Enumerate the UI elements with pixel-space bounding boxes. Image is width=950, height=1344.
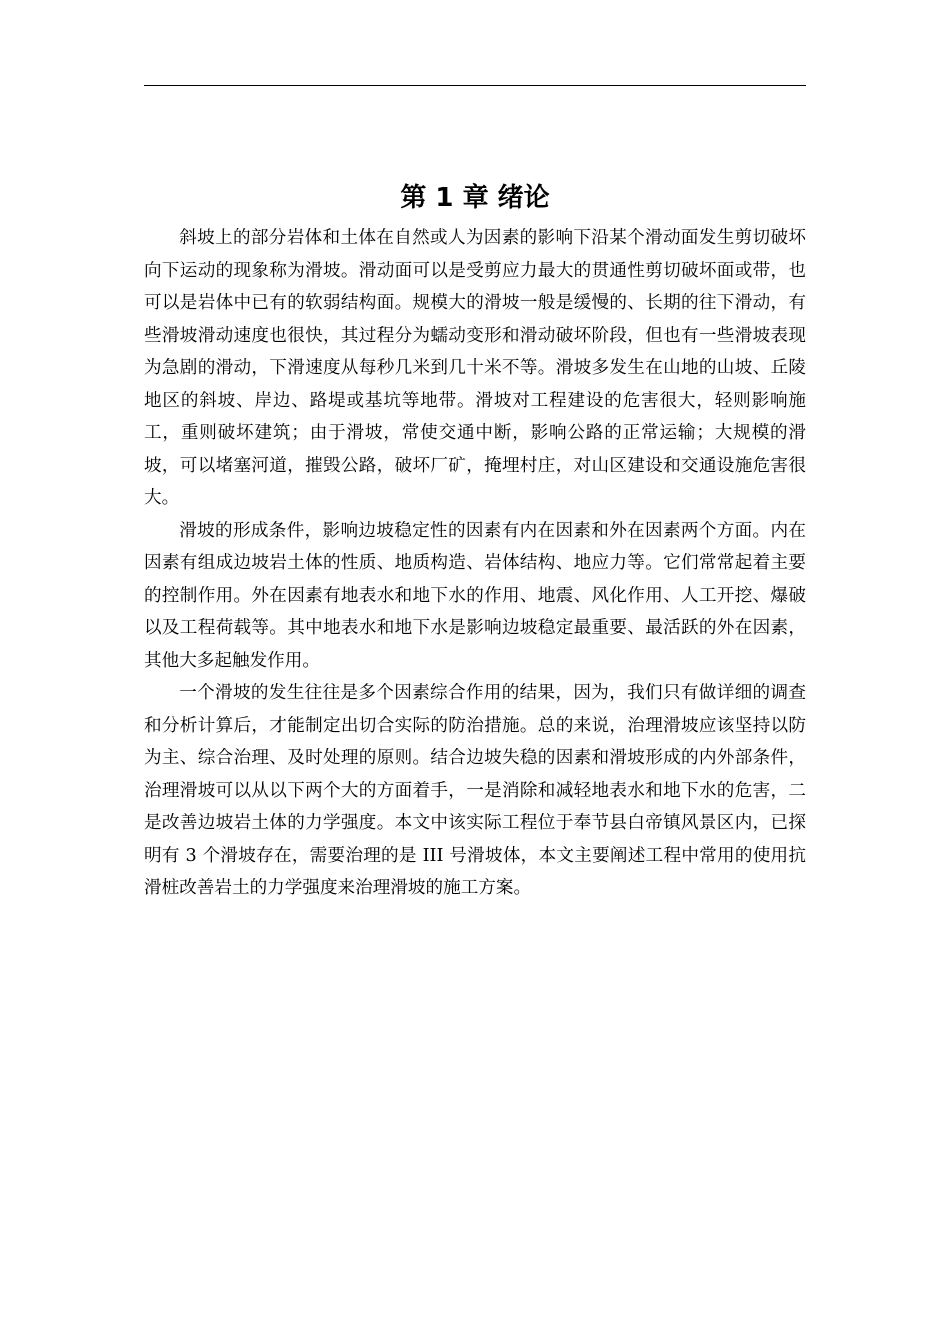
- paragraph-1: 斜坡上的部分岩体和土体在自然或人为因素的影响下沿某个滑动面发生剪切破坏向下运动的现象称为滑坡。滑动面可以是受剪应力最大的贯通性剪切破坏面或带，也可以是岩体中已有的软弱结构面。规模大的滑坡一般是缓慢的、长期的往下滑动，有些滑坡滑动速度也很快，其过程分为蠕动变形和滑动破坏阶段，但也有一些滑坡表现为急剧的滑动，下滑速度从每秒几米到几十米不等。滑坡多发生在山地的山坡、丘陵地区的斜坡、岸边、路堤或基坑等地带。滑坡对工程建设的危害很大，轻则影响施工，重则破坏建筑；由于滑坡，常使交通中断，影响公路的正常运输；大规模的滑坡，可以堵塞河道，摧毁公路，破坏厂矿，掩埋村庄，对山区建设和交通设施危害很大。: [144, 228, 806, 508]
- header-rule: [144, 85, 806, 86]
- chapter-title: 第 1 章 绪论: [400, 183, 550, 213]
- paragraph-2: 滑坡的形成条件，影响边坡稳定性的因素有内在因素和外在因素两个方面。内在因素有组成边坡岩土体的性质、地质构造、岩体结构、地应力等。它们常常起着主要的控制作用。外在因素有地表水和地下水的作用、地震、风化作用、人工开挖、爆破以及工程荷载等。其中地表水和地下水是影响边坡稳定最重要、最活跃的外在因素，其他大多起触发作用。: [144, 520, 806, 671]
- chapter-body: [144, 222, 806, 905]
- paragraph-3: 一个滑坡的发生往往是多个因素综合作用的结果，因为，我们只有做详细的调查和分析计算后，才能制定出切合实际的防治措施。总的来说，治理滑坡应该坚持以防为主、综合治理、及时处理的原则。结合边坡失稳的因素和滑坡形成的内外部条件，治理滑坡可以从以下两个大的方面着手，一是消除和减轻地表水和地下水的危害，二是改善边坡岩土体的力学强度。本文中该实际工程位于奉节县白帝镇风景区内，已探明有 3 个滑坡存在，需要治理的是 III 号滑坡体，本文主要阐述工程中常用的使用抗滑桩改善岩土的力学强度来治理滑坡的施工方案。: [144, 683, 806, 898]
